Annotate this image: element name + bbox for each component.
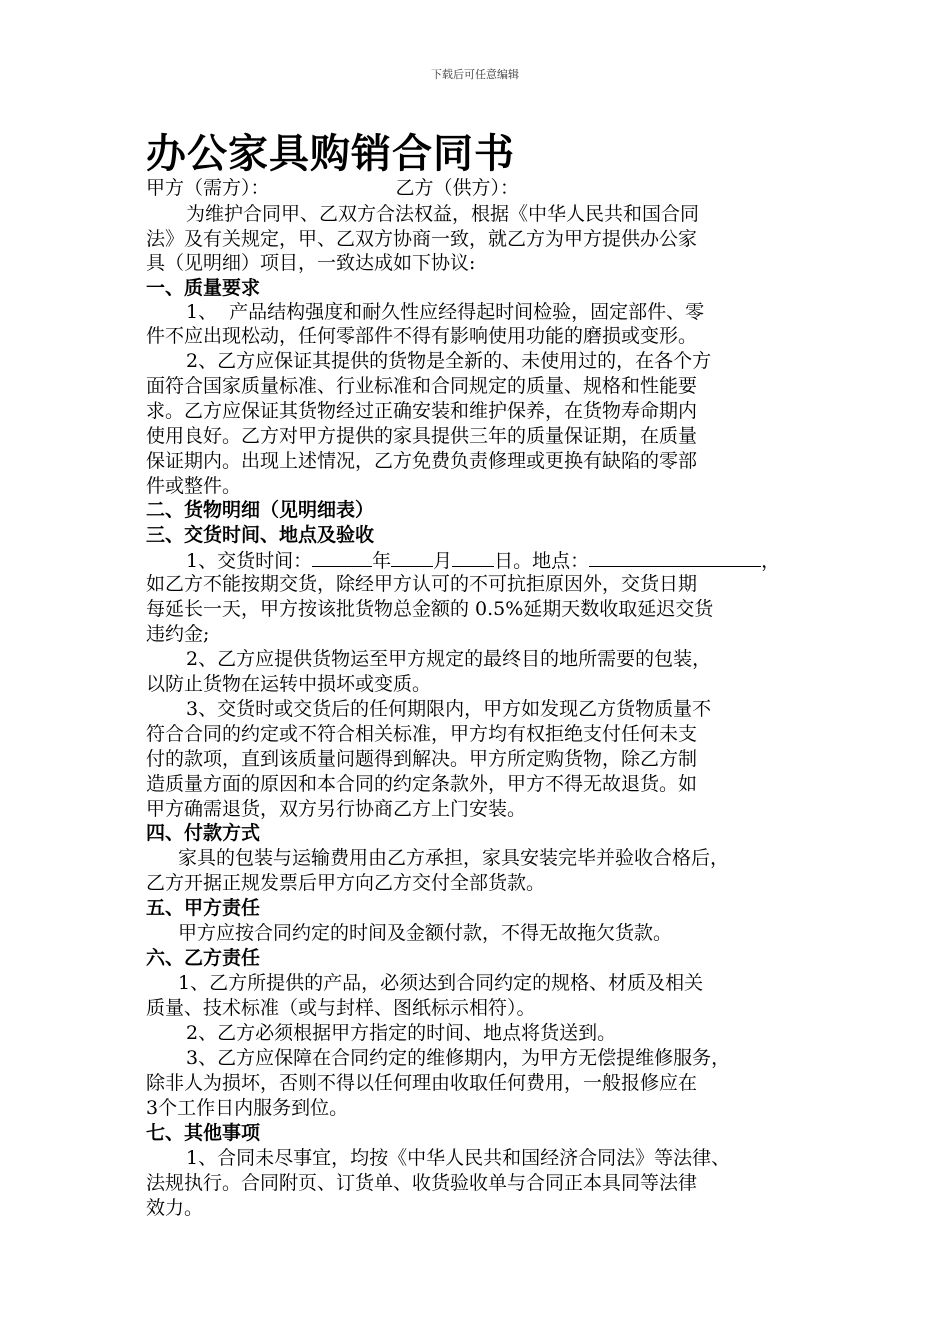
paragraph-line: 3、交货时或交货后的任何期限内，甲方如发现乙方货物质量不 — [186, 698, 712, 720]
location-blank — [589, 548, 761, 567]
year-blank — [312, 548, 372, 567]
paragraph-line: 符合合同的约定或不符合相关标准，甲方均有权拒绝支付任何未支 — [146, 723, 698, 745]
month-blank — [391, 548, 433, 567]
paragraph-line: 甲方应按合同约定的时间及金额付款，不得无故拖欠货款。 — [178, 922, 673, 944]
day-blank — [452, 548, 494, 567]
parties-line — [146, 176, 519, 200]
paragraph-line: 除非人为损坏，否则不得以任何理由收取任何费用，一般报修应在 — [146, 1072, 698, 1094]
paragraph-line: 2、乙方必须根据甲方指定的时间、地点将货送到。 — [186, 1022, 617, 1044]
page-header: 下载后可任意编辑 — [431, 68, 519, 81]
document-title: 办公家具购销合同书 — [146, 130, 515, 177]
paragraph-line: 质量、技术标准（或与封样、图纸标示相符）。 — [146, 997, 536, 1019]
paragraph-line: 件或整件。 — [146, 475, 242, 497]
paragraph-line: 甲方确需退货，双方另行协商乙方上门安装。 — [146, 798, 527, 820]
paragraph-line: 法规执行。合同附页、订货单、收货验收单与合同正本具同等法律 — [146, 1172, 698, 1194]
section-heading-3: 三、交货时间、地点及验收 — [146, 524, 375, 546]
section-heading-6: 六、乙方责任 — [146, 947, 261, 969]
delivery-line: 1、交货时间： 年 月 日。地点： ， — [186, 550, 781, 572]
paragraph-line: 2、乙方应保证其提供的货物是全新的、未使用过的，在各个方 — [186, 350, 712, 372]
paragraph-line: 造质量方面的原因和本合同的约定条款外，甲方不得无故退货。如 — [146, 773, 698, 795]
paragraph-line: 使用良好。乙方对甲方提供的家具提供三年的质量保证期，在质量 — [146, 425, 698, 447]
section-heading-2: 二、货物明细（见明细表） — [146, 499, 375, 521]
paragraph-line: 3、乙方应保障在合同约定的维修期内，为甲方无偿提维修服务， — [186, 1047, 731, 1069]
preamble-line-2: 法》及有关规定，甲、乙双方协商一致，就乙方为甲方提供办公家 — [146, 228, 698, 250]
section-heading-1: 一、质量要求 — [146, 277, 261, 299]
paragraph-line: 保证期内。出现上述情况，乙方免费负责修理或更换有缺陷的零部 — [146, 450, 698, 472]
paragraph-line: 如乙方不能按期交货，除经甲方认可的不可抗拒原因外，交货日期 — [146, 573, 698, 595]
paragraph-line: 效力。 — [146, 1197, 204, 1219]
paragraph-line: 1、 产品结构强度和耐久性应经得起时间检验，固定部件、零 — [186, 301, 705, 323]
paragraph-line: 每延长一天，甲方按该批货物总金额的 0.5%延期天数收取延迟交货 — [146, 598, 714, 620]
paragraph-line: 付的款项，直到该质量问题得到解决。甲方所定购货物，除乙方制 — [146, 748, 698, 770]
paragraph-line: 件不应出现松动，任何零部件不得有影响使用功能的磨损或变形。 — [146, 325, 698, 347]
paragraph-line: 3个工作日内服务到位。 — [146, 1097, 349, 1119]
section-heading-4: 四、付款方式 — [146, 822, 261, 844]
preamble-line-3: 具（见明细）项目，一致达成如下协议: — [146, 252, 476, 274]
paragraph-line: 违约金; — [146, 623, 210, 645]
paragraph-line: 求。乙方应保证其货物经过正确安装和维护保养，在货物寿命期内 — [146, 400, 698, 422]
preamble-line-1: 为维护合同甲、乙双方合法权益，根据《中华人民共和国合同 — [186, 203, 700, 225]
section-heading-7: 七、其他事项 — [146, 1122, 261, 1144]
section-heading-5: 五、甲方责任 — [146, 897, 261, 919]
paragraph-line: 2、乙方应提供货物运至甲方规定的最终目的地所需要的包装， — [186, 648, 712, 670]
paragraph-line: 家具的包装与运输费用由乙方承担，家具安装完毕并验收合格后， — [178, 847, 730, 869]
paragraph-line: 1、合同未尽事宜，均按《中华人民共和国经济合同法》等法律、 — [186, 1147, 731, 1169]
paragraph-line: 乙方开据正规发票后甲方向乙方交付全部货款。 — [146, 872, 546, 894]
paragraph-line: 以防止货物在运转中损坏或变质。 — [146, 673, 432, 695]
party-a-label: 甲方（需方）： — [146, 177, 270, 199]
paragraph-line: 面符合国家质量标准、行业标准和合同规定的质量、规格和性能要 — [146, 375, 698, 397]
paragraph-line: 1、乙方所提供的产品，必须达到合同约定的规格、材质及相关 — [178, 972, 704, 994]
party-b-label: 乙方（供方）： — [395, 177, 520, 199]
